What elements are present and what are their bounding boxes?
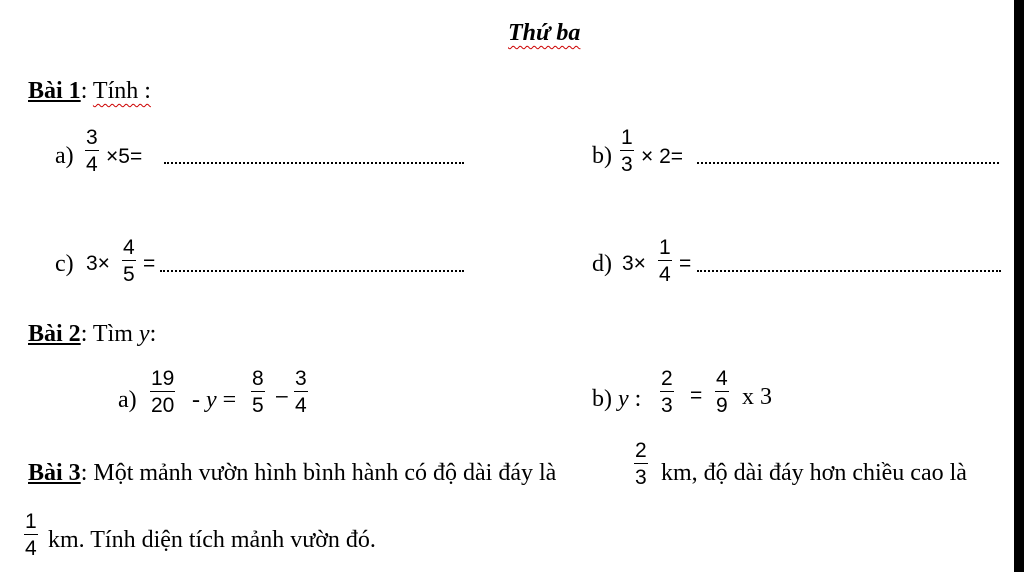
exercise-1-label: Bài 1	[28, 78, 81, 104]
ex1-b-answer-line	[697, 162, 999, 164]
ex3-f1-denominator: 3	[635, 466, 647, 489]
ex1-a-tail: ×5=	[106, 145, 143, 168]
exercise-3-line-1	[28, 460, 556, 487]
ex2-a-f3-numerator: 3	[295, 367, 307, 390]
exercise-3-label: Bài 3	[28, 460, 81, 486]
ex1-b-fraction	[620, 127, 634, 175]
ex2-a-f2-denominator: 5	[252, 394, 264, 417]
ex2-a-f2-numerator: 8	[252, 367, 264, 390]
ex2-b-f1-numerator: 2	[661, 367, 673, 390]
ex1-a-fraction	[85, 127, 99, 175]
ex1-c-label: c)	[55, 251, 74, 277]
page-title: Thứ ba	[508, 20, 581, 46]
ex1-d-answer-line	[697, 270, 1001, 272]
ex2-a-label: a)	[118, 387, 137, 413]
ex2-a-f1-numerator: 19	[151, 367, 175, 390]
exercise-1-heading	[28, 78, 151, 105]
ex1-d-head: 3×	[622, 252, 646, 275]
ex2-a-fraction-1	[150, 368, 175, 416]
ex1-b-denominator: 3	[621, 153, 633, 176]
ex1-c-denominator: 5	[123, 263, 135, 286]
ex2-a-minus: -	[192, 387, 206, 413]
ex1-a-answer-line	[164, 162, 464, 164]
ex2-a-equals: =	[216, 387, 237, 413]
ex2-a-minus-y	[192, 387, 236, 414]
exercise-3-text-2: km, độ dài đáy hơn chiều cao là	[661, 460, 967, 486]
ex2-a-fraction-2	[251, 368, 265, 416]
ex1-a-numerator: 3	[86, 126, 98, 149]
exercise-1-sep: :	[80, 78, 93, 104]
ex1-c-head: 3×	[86, 252, 110, 275]
exercise-1-task: Tính :	[92, 78, 151, 104]
ex1-d-label: d)	[592, 251, 612, 277]
ex1-d-numerator: 1	[659, 236, 671, 259]
ex2-a-fraction-3	[294, 368, 308, 416]
ex1-a-label: a)	[55, 143, 74, 169]
ex3-f2-numerator: 1	[25, 510, 37, 533]
ex1-d-fraction	[658, 237, 672, 285]
ex1-d-denominator: 4	[659, 263, 671, 286]
ex2-a-op: –	[276, 384, 288, 407]
ex3-f2-denominator: 4	[25, 537, 37, 560]
ex1-b-tail: × 2=	[641, 145, 684, 168]
ex1-c-fraction	[122, 237, 136, 285]
ex1-c-answer-line	[160, 270, 464, 272]
ex1-c-numerator: 4	[123, 236, 135, 259]
ex2-a-variable: y	[206, 387, 217, 413]
exercise-2-variable: y	[138, 321, 150, 347]
exercise-3-text-1: : Một mảnh vườn hình bình hành có độ dài đáy là	[80, 460, 557, 486]
exercise-2-label: Bài 2	[28, 321, 81, 347]
ex1-b-label: b)	[592, 143, 612, 169]
exercise-3-fraction-2	[24, 511, 38, 559]
ex1-b-numerator: 1	[621, 126, 633, 149]
ex1-a-denominator: 4	[86, 153, 98, 176]
ex2-b-f2-numerator: 4	[716, 367, 728, 390]
exercise-2-sep: :	[80, 321, 93, 347]
ex2-b-f1-denominator: 3	[661, 394, 673, 417]
ex1-d-tail: =	[679, 252, 692, 275]
exercise-2-heading	[28, 321, 156, 348]
ex2-b-label: b)	[592, 386, 618, 412]
ex2-b-prefix	[592, 386, 641, 413]
ex2-b-equals: =	[690, 384, 703, 407]
ex2-a-f3-denominator: 4	[295, 394, 307, 417]
ex2-b-fraction-2	[715, 368, 729, 416]
ex2-b-tail: x 3	[742, 384, 772, 410]
exercise-2-task: Tìm	[92, 321, 139, 347]
ex2-b-divide: :	[628, 386, 642, 412]
exercise-3-text-3: km. Tính diện tích mảnh vườn đó.	[48, 527, 376, 553]
ex1-c-tail: =	[143, 252, 156, 275]
ex2-a-f1-denominator: 20	[151, 394, 175, 417]
ex2-b-f2-denominator: 9	[716, 394, 728, 417]
exercise-3-fraction-1	[634, 440, 648, 488]
ex2-b-variable: y	[618, 386, 629, 412]
ex3-f1-numerator: 2	[635, 439, 647, 462]
exercise-2-colon: :	[149, 321, 157, 347]
ex2-b-fraction-1	[660, 368, 674, 416]
